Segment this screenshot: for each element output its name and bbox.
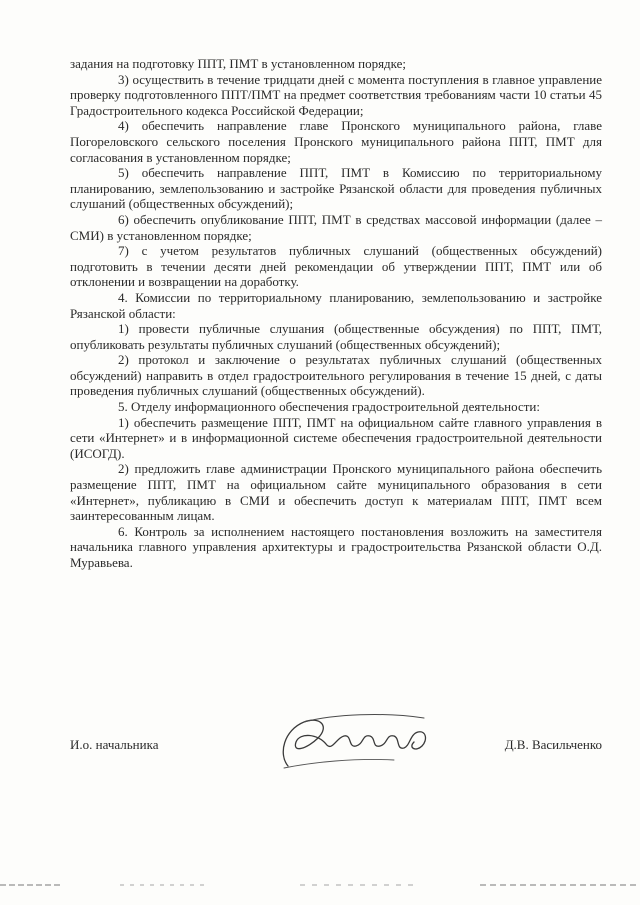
paragraph-item-6: 6) обеспечить опубликование ППТ, ПМТ в средствах массовой информации (далее – СМИ) в установленном порядке; bbox=[70, 211, 602, 243]
section-4-item-1: 1) провести публичные слушания (общественные обсуждения) по ППТ, ПМТ, опубликовать результаты публичных слушаний (общественных обсуждений); bbox=[70, 321, 602, 352]
paragraph-item-3: 3) осуществить в течение тридцати дней с момента поступления в главное управление проверку подготовленного ППТ/ПМТ на предмет соответствия требованиям части 10 статьи 45 Градостроительного кодекса Российской Федерации; bbox=[70, 71, 602, 118]
section-5-item-1: 1) обеспечить размещение ППТ, ПМТ на официальном сайте главного управления в сети «Интернет» и в информационной системе обеспечения градостроительной деятельности (ИСОГД). bbox=[70, 414, 602, 461]
handwritten-signature bbox=[274, 708, 444, 774]
section-5-item-2: 2) предложить главе администрации Пронского муниципального района обеспечить размещение ППТ, ПМТ на официальном сайте муниципального образования в сети «Интернет», публикацию в СМИ и обеспечить доступ к материалам ППТ, ПМТ всем заинтересованным лицам. bbox=[70, 461, 602, 524]
paragraph-item-7: 7) с учетом результатов публичных слушаний (общественных обсуждений) подготовить в течении десяти дней рекомендации об утверждении ППТ, ПМТ или об отклонении и возвращении на доработку. bbox=[70, 243, 602, 290]
paragraph-item-5: 5) обеспечить направление ППТ, ПМТ в Комиссию по территориальному планированию, землепользованию и застройке Рязанской области для проведения публичных слушаний (общественных обсуждений); bbox=[70, 165, 602, 212]
signer-name: Д.В. Васильченко bbox=[504, 737, 602, 752]
section-6-control: 6. Контроль за исполнением настоящего постановления возложить на заместителя начальника главного управления архитектуры и градостроительства Рязанской области О.Д. Муравьева. bbox=[70, 523, 602, 570]
scan-edge-marks bbox=[0, 882, 640, 888]
paragraph-continuation: задания на подготовку ППТ, ПМТ в установленном порядке; bbox=[70, 56, 407, 71]
section-4-item-2: 2) протокол и заключение о результатах публичных слушаний (общественных обсуждений) направить в отдел градостроительного регулирования в течение 15 дней, с даты проведения публичных слушаний (общественных обсуждений). bbox=[70, 352, 602, 399]
signer-position: И.о. начальника bbox=[70, 737, 159, 752]
section-5-heading: 5. Отделу информационного обеспечения градостроительной деятельности: bbox=[118, 399, 540, 415]
paragraph-item-4: 4) обеспечить направление главе Пронского муниципального района, главе Погореловского сельского поселения Пронского муниципального района ППТ, ПМТ для согласования в установленном порядке; bbox=[70, 118, 602, 165]
document-body bbox=[70, 56, 602, 571]
section-4-heading: 4. Комиссии по территориальному планированию, землепользованию и застройке Рязанской области: bbox=[70, 289, 602, 321]
